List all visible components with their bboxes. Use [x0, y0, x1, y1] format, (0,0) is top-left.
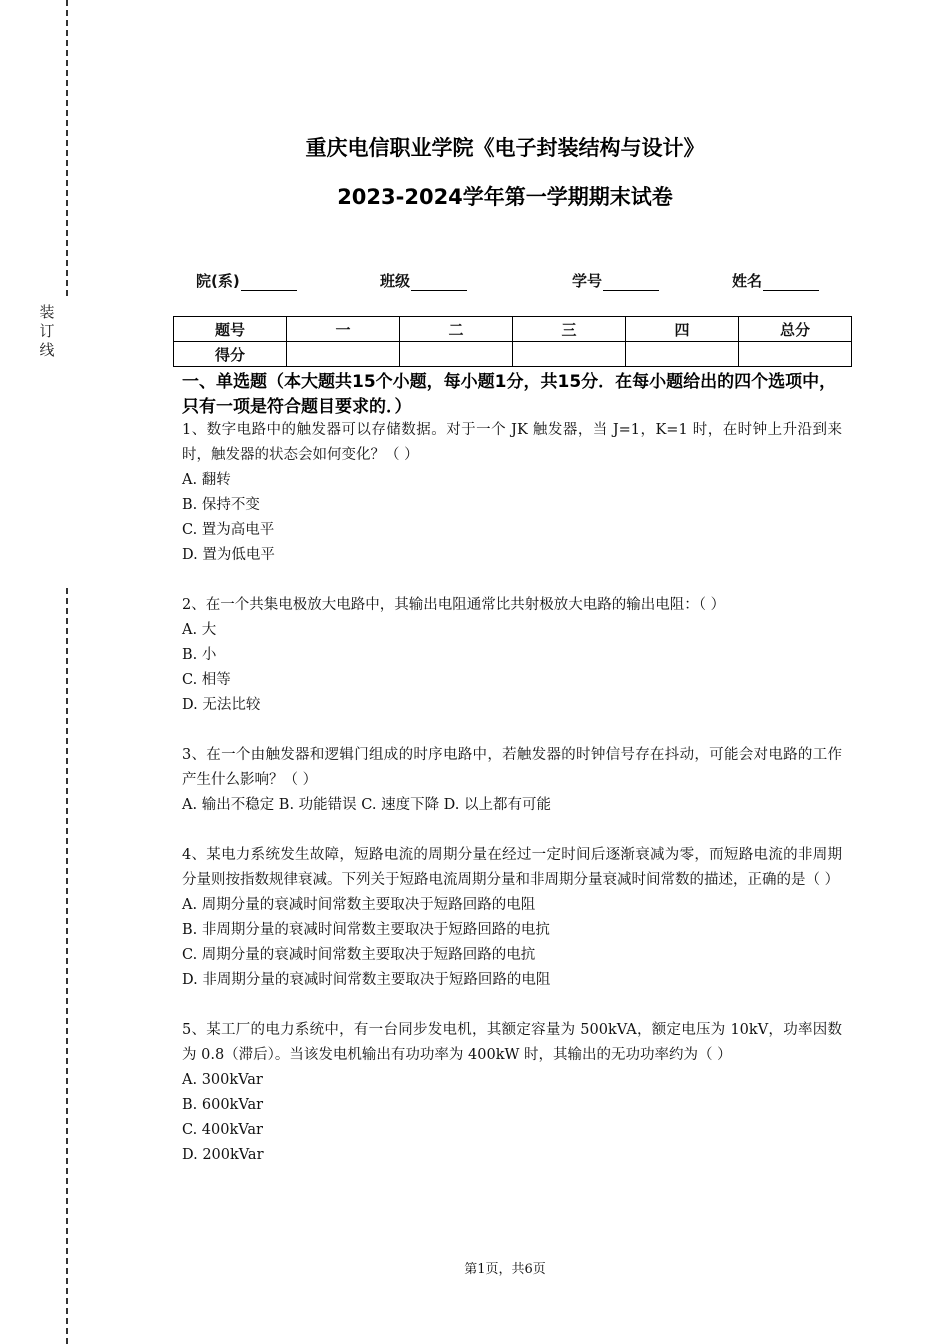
department-field[interactable]	[196, 270, 297, 291]
student-info-row	[0, 270, 950, 292]
score-header-cell: 四	[626, 317, 739, 342]
student-id-label: 学号	[572, 272, 603, 290]
student-id-field[interactable]	[572, 270, 659, 291]
question-option[interactable]: C. 相等	[182, 672, 231, 688]
question-5	[182, 1018, 842, 1168]
score-header-cell: 总分	[739, 317, 852, 342]
exam-title-line2: 2023-2024学年第一学期期末试卷	[337, 185, 673, 209]
question-option[interactable]: D. 无法比较	[182, 697, 261, 713]
question-text: 4、某电力系统发生故障，短路电流的周期分量在经过一定时间后逐渐衰减为零，而短路电流的非周期分量则按指数规律衰减。下列关于短路电流周期分量和非周期分量衰减时间常数的描述，正确的是（ ）	[182, 847, 842, 888]
score-table	[173, 316, 852, 367]
score-table-score-row	[174, 342, 852, 367]
score-row-label: 得分	[174, 342, 287, 367]
score-header-cell: 题号	[174, 317, 287, 342]
question-option[interactable]: C. 置为高电平	[182, 522, 275, 538]
question-option[interactable]: A. 输出不稳定 B. 功能错误 C. 速度下降 D. 以上都有可能	[182, 797, 552, 813]
name-label: 姓名	[732, 272, 763, 290]
class-field[interactable]	[380, 270, 467, 291]
question-option[interactable]: C. 周期分量的衰减时间常数主要取决于短路回路的电抗	[182, 947, 536, 963]
question-1	[182, 418, 842, 568]
question-text: 5、某工厂的电力系统中，有一台同步发电机，其额定容量为 500kVA，额定电压为 10kV，功率因数为 0.8（滞后）。当该发电机输出有功功率为 400kW 时，其输出的无功功率约为（ ）	[182, 1022, 842, 1063]
question-list	[182, 418, 842, 1193]
section-heading: 一、单选题（本大题共15个小题，每小题1分，共15分．在每小题给出的四个选项中，只有一项是符合题目要求的．）	[182, 372, 837, 417]
score-cell[interactable]	[513, 342, 626, 367]
score-cell[interactable]	[739, 342, 852, 367]
page-footer: 第1页，共6页	[464, 1262, 546, 1277]
class-blank[interactable]	[411, 274, 467, 291]
exam-title-line1: 重庆电信职业学院《电子封装结构与设计》	[305, 136, 705, 160]
binding-line-bottom	[66, 588, 68, 1344]
department-label: 院(系)	[196, 272, 240, 290]
score-cell[interactable]	[287, 342, 400, 367]
question-option[interactable]: D. 非周期分量的衰减时间常数主要取决于短路回路的电阻	[182, 972, 551, 988]
score-cell[interactable]	[400, 342, 513, 367]
question-text: 1、数字电路中的触发器可以存储数据。对于一个 JK 触发器，当 J=1，K=1 时，在时钟上升沿到来时，触发器的状态会如何变化？（ ）	[182, 422, 842, 463]
question-3	[182, 743, 842, 818]
question-option[interactable]: B. 非周期分量的衰减时间常数主要取决于短路回路的电抗	[182, 922, 550, 938]
department-blank[interactable]	[241, 274, 297, 291]
question-2	[182, 593, 842, 718]
score-cell[interactable]	[626, 342, 739, 367]
score-table-header-row	[174, 317, 852, 342]
score-header-cell: 二	[400, 317, 513, 342]
question-option[interactable]: C. 400kVar	[182, 1122, 263, 1138]
student-id-blank[interactable]	[603, 274, 659, 291]
question-option[interactable]: B. 600kVar	[182, 1097, 264, 1113]
score-header-cell: 三	[513, 317, 626, 342]
question-text: 3、在一个由触发器和逻辑门组成的时序电路中，若触发器的时钟信号存在抖动，可能会对电路的工作产生什么影响？（ ）	[182, 747, 842, 788]
question-option[interactable]: D. 200kVar	[182, 1147, 264, 1163]
question-option[interactable]: A. 周期分量的衰减时间常数主要取决于短路回路的电阻	[182, 897, 536, 913]
question-option[interactable]: B. 小	[182, 647, 217, 663]
score-header-cell: 一	[287, 317, 400, 342]
question-option[interactable]: A. 大	[182, 622, 217, 638]
question-4	[182, 843, 842, 993]
question-text: 2、在一个共集电极放大电路中，其输出电阻通常比共射极放大电路的输出电阻：（ ）	[182, 597, 726, 613]
class-label: 班级	[380, 272, 411, 290]
binding-label: 装订线	[39, 303, 55, 359]
question-option[interactable]: A. 翻转	[182, 472, 231, 488]
question-option[interactable]: A. 300kVar	[182, 1072, 263, 1088]
question-option[interactable]: D. 置为低电平	[182, 547, 275, 563]
question-option[interactable]: B. 保持不变	[182, 497, 260, 513]
name-blank[interactable]	[763, 274, 819, 291]
name-field[interactable]	[732, 270, 819, 291]
